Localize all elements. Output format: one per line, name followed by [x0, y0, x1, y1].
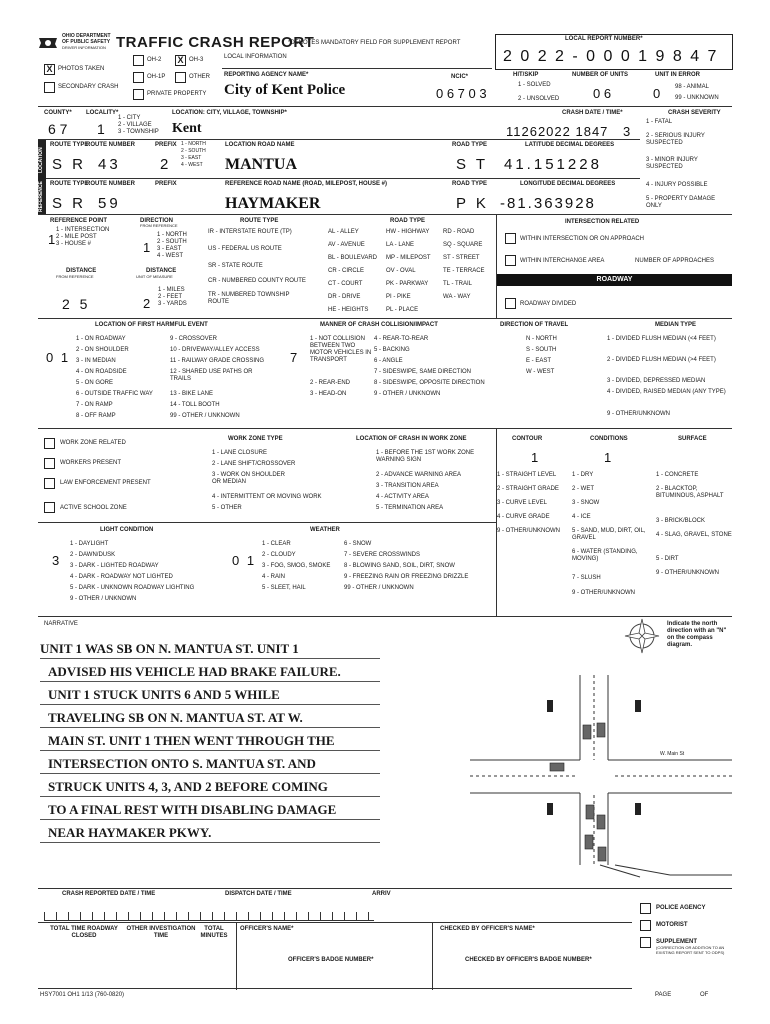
ref-route-number-label: ROUTE NUMBER	[86, 181, 135, 187]
within-intersection-checkbox[interactable]	[505, 233, 516, 244]
oh1p-checkbox[interactable]	[133, 72, 144, 83]
narrative-line: STRUCK UNITS 4, 3, AND 2 BEFORE COMING	[48, 779, 328, 794]
police-agency-checkbox[interactable]	[640, 903, 651, 914]
direction-sub: FROM REFERENCE	[140, 223, 178, 228]
school-zone-checkbox[interactable]	[44, 502, 55, 513]
crash-reported-label: CRASH REPORTED DATE / TIME	[62, 891, 156, 897]
narrative-line: TO A FINAL REST WITH DISABLING DAMAGE	[48, 802, 337, 817]
road-type-title: ROAD TYPE	[390, 218, 426, 224]
severity-value[interactable]: 3	[623, 124, 631, 139]
total-time-label: TOTAL TIME ROADWAY CLOSED	[50, 926, 118, 939]
harmful-title: LOCATION OF FIRST HARMFUL EVENT	[95, 322, 208, 328]
dist-unit-value[interactable]: 2	[143, 296, 151, 311]
within-intersection-label: WITHIN INTERSECTION OR ON APPROACH	[520, 236, 645, 242]
severity-opt-2: 2 - SERIOUS INJURY SUSPECTED	[646, 133, 705, 146]
collision-opt-1: 1 - NOT COLLISION BETWEEN TWO MOTOR VEHICLES IN TRANSPORT	[310, 336, 372, 363]
supplement-label: SUPPLEMENT	[656, 939, 698, 945]
other-checkbox[interactable]	[175, 72, 186, 83]
local-report-label: LOCAL REPORT NUMBER*	[565, 36, 643, 42]
roadway-bar: ROADWAY	[497, 274, 732, 286]
photos-taken-checkbox[interactable]: X	[44, 64, 55, 75]
surface-title: SURFACE	[678, 436, 707, 442]
ref-road-name-value[interactable]: HAYMAKER	[225, 195, 321, 212]
roadway-divided-checkbox[interactable]	[505, 298, 516, 309]
motorist-checkbox[interactable]	[640, 920, 651, 931]
direction-opt-2: 2 - SOUTH	[157, 239, 187, 245]
route-type-value[interactable]: S R	[52, 156, 87, 173]
latitude-value[interactable]: 41.151228	[504, 156, 602, 173]
approaches-label: NUMBER OF APPROACHES	[635, 258, 715, 264]
severity-opt-1: 1 - FATAL	[646, 119, 673, 125]
unit-error-opt-1: 98 - ANIMAL	[675, 84, 710, 90]
route-type-label: ROUTE TYPE	[50, 142, 89, 148]
longitude-label: LONGITUDE DECIMAL DEGREES	[520, 181, 616, 187]
ohio-seal-logo	[38, 36, 58, 50]
intersection-title: INTERSECTION RELATED	[565, 219, 640, 225]
ref-road-type-value[interactable]: P K	[456, 195, 489, 212]
ref-road-label: REFERENCE ROAD NAME (ROAD, MILEPOST, HOUSE #)	[225, 181, 388, 187]
ref-point-value[interactable]: 1	[48, 232, 56, 247]
ref-route-type-value[interactable]: S R	[52, 195, 87, 212]
median-title: MEDIAN TYPE	[655, 322, 697, 328]
severity-opt-4: 4 - INJURY POSSIBLE	[646, 182, 708, 188]
distance-label: DISTANCE	[66, 268, 97, 274]
units-label: NUMBER OF UNITS	[572, 72, 628, 78]
checked-by-label: CHECKED BY OFFICER'S NAME*	[440, 926, 535, 932]
reported-date-ticks[interactable]	[44, 912, 374, 921]
prefix-opt-2: 2 - SOUTH	[181, 148, 206, 154]
conditions-value[interactable]: 1	[604, 450, 612, 465]
workers-present-label: WORKERS PRESENT	[60, 460, 122, 466]
officer-name-label: OFFICER'S NAME*	[240, 926, 294, 932]
ref-road-type-label: ROAD TYPE	[452, 181, 488, 187]
light-title: LIGHT CONDITION	[100, 527, 154, 533]
dept-line-2: OF PUBLIC SAFETY	[62, 39, 111, 45]
travel-title: DIRECTION OF TRAVEL	[500, 322, 569, 328]
dispatch-label: DISPATCH DATE / TIME	[225, 891, 292, 897]
workzone-loc-opt-3: 3 - TRANSITION AREA	[376, 483, 439, 489]
hitskip-label: HIT/SKIP	[513, 72, 539, 78]
dist-unit-opt-2: 2 - FEET	[158, 294, 183, 300]
latitude-label: LATITUDE DECIMAL DEGREES	[525, 142, 615, 148]
within-interchange-label: WITHIN INTERCHANGE AREA	[520, 258, 605, 264]
direction-label: DIRECTION	[140, 218, 173, 224]
oh1p-label: OH-1P	[147, 74, 166, 80]
secondary-crash-checkbox[interactable]	[44, 82, 55, 93]
workzone-loc-opt-2: 2 - ADVANCE WARNING AREA	[376, 472, 462, 478]
motorist-label: MOTORIST	[656, 922, 688, 928]
travel-opt-s: S - SOUTH	[526, 347, 557, 353]
workzone-type-opt-2: 2 - LANE SHIFT/CROSSOVER	[212, 461, 296, 467]
of-label: OF	[700, 992, 709, 998]
narrative-line: TRAVELING SB ON N. MANTUA ST. AT W.	[48, 710, 303, 725]
median-opt-3: 3 - DIVIDED, DEPRESSED MEDIAN	[607, 378, 706, 384]
side-tab-reference: REFERENCE	[38, 181, 44, 213]
county-value[interactable]: 6 7	[48, 121, 68, 137]
collision-opt-2: 2 - REAR-END	[310, 380, 351, 386]
private-property-checkbox[interactable]	[133, 89, 144, 100]
severity-label: CRASH SEVERITY	[668, 110, 721, 116]
arrival-label: ARRIV	[372, 891, 391, 897]
light-value[interactable]: 3	[52, 553, 60, 568]
travel-opt-e: E - EAST	[526, 358, 552, 364]
collision-opt-3: 3 - HEAD-ON	[310, 391, 347, 397]
badge-label: OFFICER'S BADGE NUMBER*	[288, 957, 374, 963]
locality-label: LOCALITY*	[86, 110, 119, 116]
agency-name-label: REPORTING AGENCY NAME*	[224, 72, 309, 78]
crash-date-value[interactable]: 11262022 1847	[506, 124, 609, 139]
unit-error-value[interactable]: 0	[653, 86, 661, 101]
workzone-related-checkbox[interactable]	[44, 438, 55, 449]
supplement-checkbox[interactable]	[640, 937, 651, 948]
location-road-label: LOCATION ROAD NAME	[225, 142, 295, 148]
longitude-value[interactable]: -81.363928	[500, 195, 596, 212]
form-id: HSY7001 OH1 1/13 (760-0820)	[40, 992, 125, 998]
road-type-value[interactable]: S T	[456, 156, 489, 173]
median-opt-5: 9 - OTHER/UNKNOWN	[607, 411, 670, 417]
location-value[interactable]: Kent	[172, 121, 202, 136]
narrative-line: NEAR HAYMAKER PKWY.	[48, 825, 212, 840]
page-label: PAGE	[655, 992, 672, 998]
conditions-title: CONDITIONS	[590, 436, 628, 442]
compass-note: Indicate the north direction with an "N" on the compass diagram.	[667, 621, 727, 648]
diagram-street-label: W. Main St	[660, 751, 685, 757]
severity-opt-3: 3 - MINOR INJURY SUSPECTED	[646, 157, 698, 170]
ref-route-type-label: ROUTE TYPE	[50, 181, 89, 187]
travel-opt-n: N - NORTH	[526, 336, 557, 342]
route-type-opt-1: IR - INTERSTATE ROUTE (TP)	[208, 229, 292, 235]
narrative-line: UNIT 1 STUCK UNITS 6 AND 5 WHILE	[48, 687, 280, 702]
workzone-type-opt-1: 1 - LANE CLOSURE	[212, 450, 268, 456]
roadway-divided-label: ROADWAY DIVIDED	[520, 301, 577, 307]
locality-value[interactable]: 1	[97, 121, 105, 137]
prefix-opt-1: 1 - NORTH	[181, 141, 206, 147]
route-type-opt-3: SR - STATE ROUTE	[208, 263, 263, 269]
workzone-related-label: WORK ZONE RELATED	[60, 440, 126, 446]
workzone-loc-opt-4: 4 - ACTIVITY AREA	[376, 494, 429, 500]
dept-line-1: OHIO DEPARTMENT	[62, 33, 111, 39]
prefix-label: PREFIX	[155, 142, 177, 148]
narrative-line: UNIT 1 WAS SB ON N. MANTUA ST. UNIT 1	[40, 641, 299, 656]
workzone-type-title: WORK ZONE TYPE	[228, 436, 283, 442]
route-type-opt-4: CR - NUMBERED COUNTY ROUTE	[208, 278, 306, 284]
school-zone-label: ACTIVE SCHOOL ZONE	[60, 505, 127, 511]
law-enforcement-checkbox[interactable]	[44, 478, 55, 489]
location-label: LOCATION: CITY, VILLAGE, TOWNSHIP*	[172, 110, 287, 116]
travel-opt-w: W - WEST	[526, 369, 555, 375]
oh3-checkbox[interactable]: X	[175, 55, 186, 66]
units-value[interactable]: 0 6	[593, 86, 612, 101]
crash-diagram[interactable]	[470, 665, 732, 890]
route-type-opt-2: US - FEDERAL US ROUTE	[208, 246, 282, 252]
dist-unit-opt-3: 3 - YARDS	[158, 301, 187, 307]
oh2-label: OH-2	[147, 57, 162, 63]
oh3-label: OH-3	[189, 57, 204, 63]
workzone-loc-title: LOCATION OF CRASH IN WORK ZONE	[356, 436, 467, 442]
workzone-loc-opt-5: 5 - TERMINATION AREA	[376, 505, 444, 511]
side-tab-location: LOCATION	[38, 140, 46, 180]
road-type-label: ROAD TYPE	[452, 142, 488, 148]
ref-point-label: REFERENCE POINT	[50, 218, 108, 224]
median-opt-1: 1 - DIVIDED FLUSH MEDIAN (<4 FEET)	[607, 336, 716, 342]
contour-value[interactable]: 1	[531, 450, 539, 465]
locality-opt-1: 1 - CITY	[118, 115, 141, 121]
law-enforcement-label: LAW ENFORCEMENT PRESENT	[60, 480, 151, 486]
distance-sub: FROM REFERENCE	[56, 274, 94, 279]
ref-point-opt-3: 3 - HOUSE #	[56, 241, 92, 247]
local-report-number[interactable]: 2 0 2 2 - 0 0 0 1 9 8 4 7	[503, 48, 719, 65]
direction-opt-1: 1 - NORTH	[157, 232, 187, 238]
route-number-value[interactable]: 43	[98, 156, 121, 173]
workers-present-checkbox[interactable]	[44, 458, 55, 469]
prefix-opt-3: 3 - EAST	[181, 155, 202, 161]
ref-route-number-value[interactable]: 59	[98, 195, 121, 212]
dist-unit-label: DISTANCE	[146, 268, 177, 274]
secondary-crash-label: SECONDARY CRASH	[58, 84, 119, 90]
median-opt-2: 2 - DIVIDED FLUSH MEDIAN (>4 FEET)	[607, 357, 716, 363]
dist-unit-opt-1: 1 - MILES	[158, 287, 185, 293]
direction-value[interactable]: 1	[143, 240, 151, 255]
route-type-opt-5: TR - NUMBERED TOWNSHIP ROUTE	[208, 292, 290, 305]
supplement-sub: (CORRECTION OR ADDITION TO AN EXISTING REPORT SENT TO ODPS)	[656, 945, 725, 955]
photos-taken-label: PHOTOS TAKEN	[58, 66, 105, 72]
other-label: OTHER	[189, 74, 210, 80]
oh2-checkbox[interactable]	[133, 55, 144, 66]
narrative-label: NARRATIVE	[44, 621, 78, 627]
direction-opt-4: 4 - WEST	[157, 253, 184, 259]
hitskip-opt-1: 1 - SOLVED	[518, 82, 551, 88]
county-label: COUNTY*	[44, 110, 72, 116]
route-type-title: ROUTE TYPE	[240, 218, 279, 224]
mandatory-note: *DENOTES MANDATORY FIELD FOR SUPPLEMENT REPORT	[288, 40, 461, 46]
workzone-loc-opt-1: 1 - BEFORE THE 1ST WORK ZONE WARNING SIGN	[376, 450, 475, 463]
ncic-label: NCIC*	[451, 74, 469, 80]
private-property-label: PRIVATE PROPERTY	[147, 91, 207, 97]
weather-value[interactable]: 0 1	[232, 553, 257, 568]
compass-icon[interactable]	[621, 617, 663, 655]
local-info-label: LOCAL INFORMATION	[224, 54, 287, 60]
collision-value[interactable]: 7	[290, 350, 298, 365]
workzone-type-opt-4: 4 - INTERMITTENT OR MOVING WORK	[212, 494, 322, 500]
dept-line-3: DRIVER INFORMATION	[62, 45, 106, 50]
within-interchange-checkbox[interactable]	[505, 255, 516, 266]
median-opt-4: 4 - DIVIDED, RAISED MEDIAN (ANY TYPE)	[607, 389, 726, 395]
locality-opt-2: 2 - VILLAGE	[118, 122, 152, 128]
weather-title: WEATHER	[310, 527, 340, 533]
ncic-value[interactable]: 0 6 7 0 3	[436, 86, 487, 101]
unit-error-label: UNIT IN ERROR	[655, 72, 700, 78]
ref-point-opt-2: 2 - MILE POST	[56, 234, 97, 240]
direction-opt-3: 3 - EAST	[157, 246, 182, 252]
hitskip-opt-2: 2 - UNSOLVED	[518, 96, 560, 102]
narrative-line: MAIN ST. UNIT 1 THEN WENT THROUGH THE	[48, 733, 335, 748]
crash-date-label: CRASH DATE / TIME*	[562, 110, 623, 116]
checked-badge-label: CHECKED BY OFFICER'S BADGE NUMBER*	[465, 957, 592, 963]
workzone-type-opt-5: 5 - OTHER	[212, 505, 242, 511]
harmful-value[interactable]: 0 1	[46, 350, 71, 365]
prefix-value[interactable]: 2	[160, 156, 169, 173]
agency-name[interactable]: City of Kent Police	[224, 82, 346, 98]
other-investigation-label: OTHER INVESTIGATION TIME	[126, 926, 196, 939]
contour-title: CONTOUR	[512, 436, 543, 442]
page-title: TRAFFIC CRASH REPORT	[116, 34, 315, 51]
police-agency-label: POLICE AGENCY	[656, 905, 706, 911]
route-number-label: ROUTE NUMBER	[86, 142, 135, 148]
distance-value[interactable]: 2 5	[62, 296, 91, 312]
prefix-opt-4: 4 - WEST	[181, 162, 203, 168]
workzone-type-opt-3: 3 - WORK ON SHOULDER OR MEDIAN	[212, 472, 286, 485]
collision-title: MANNER OF CRASH COLLISION/IMPACT	[320, 322, 438, 328]
dist-unit-sub: UNIT OF MEASURE	[136, 274, 173, 279]
unit-error-opt-2: 99 - UNKNOWN	[675, 95, 719, 101]
ref-prefix-label: PREFIX	[155, 181, 177, 187]
total-minutes-label: TOTAL MINUTES	[200, 926, 228, 939]
road-name-value[interactable]: MANTUA	[225, 156, 297, 173]
narrative-line: ADVISED HIS VEHICLE HAD BRAKE FAILURE.	[48, 664, 341, 679]
narrative-line: INTERSECTION ONTO S. MANTUA ST. AND	[48, 756, 316, 771]
ref-point-opt-1: 1 - INTERSECTION	[56, 227, 110, 233]
severity-opt-5: 5 - PROPERTY DAMAGE ONLY	[646, 196, 716, 209]
locality-opt-3: 3 - TOWNSHIP	[118, 129, 159, 135]
